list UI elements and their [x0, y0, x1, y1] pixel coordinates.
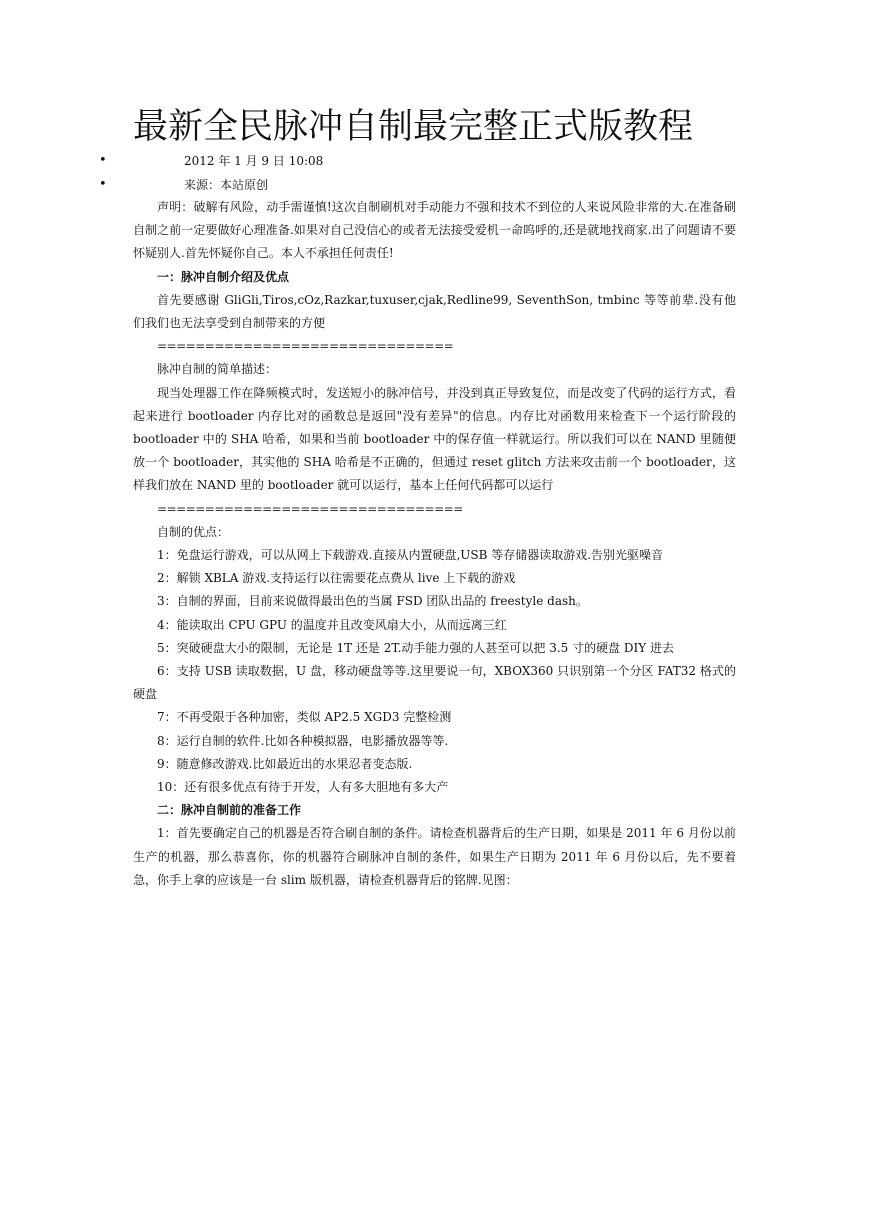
- paragraph: 声明：破解有风险，动手需谨慎!这次自制刷机对手动能力不强和技术不到位的人来说风险非常的大.在准备刷自制之前一定要做好心理准备.如果对自己没信心的或者无法接受爱机一命呜呼的,还是就地找商家.出了问题请不要怀疑别人.首先怀疑你自己。本人不承担任何责任!: [133, 200, 736, 261]
- page-title: 最新全民脉冲自制最完整正式版教程: [133, 107, 694, 147]
- paragraph: 3：自制的界面，目前来说做得最出色的当属 FSD 团队出品的 freestyle dash。: [157, 594, 588, 609]
- paragraph: 9：随意修改游戏.比如最近出的水果忍者变态版.: [157, 756, 413, 771]
- paragraph: 1：免盘运行游戏，可以从网上下载游戏.直接从内置硬盘,USB 等存储器读取游戏.告别光驱噪音: [157, 548, 664, 563]
- separator-line: ================================: [157, 501, 463, 516]
- post-date: 2012 年 1 月 9 日 10:08: [184, 154, 324, 168]
- bullet-icon: •: [99, 177, 107, 192]
- meta-date-row: [0, 151, 869, 171]
- section-heading: 二：脉冲自制前的准备工作: [157, 803, 302, 818]
- paragraph: 8：运行自制的软件.比如各种模拟器，电影播放器等等.: [157, 733, 449, 748]
- paragraph: 现当处理器工作在降频模式时，发送短小的脉冲信号，并没到真正导致复位，而是改变了代码的运行方式，看起来进行 bootloader 内存比对的函数总是返回"没有差异"的信息。内存比对函数用来检查下一个运行阶段的 bootloader 中的 SHA 哈希，如果和当前 bootloader 中的保存值一样就运行。所以我们可以在 NAND 里随便放一个 bootloader，其实他的 SHA 哈希是不正确的，但通过 reset glitch 方法来攻击前一个 bootloader，这样我们放在 NAND 里的 bootloader 就可以运行，基本上任何代码都可以运行: [133, 385, 736, 493]
- bullet-icon: •: [99, 153, 107, 168]
- paragraph: 1：首先要确定自己的机器是否符合刷自制的条件。请检查机器背后的生产日期，如果是 2011 年 6 月份以前生产的机器，那么恭喜你，你的机器符合刷脉冲自制的条件，如果生产日期为 2011 年 6 月份以后，先不要着急，你手上拿的应该是一台 slim 版机器，请检查机器背后的铭牌.见图：: [133, 826, 736, 887]
- meta-source-row: [0, 175, 869, 195]
- paragraph: 7：不再受限于各种加密，类似 AP2.5 XGD3 完整检测: [157, 710, 452, 725]
- article-body: [133, 196, 736, 892]
- separator-line: ===============================: [157, 339, 454, 354]
- paragraph: 5：突破硬盘大小的限制，无论是 1T 还是 2T.动手能力强的人甚至可以把 3.5 寸的硬盘 DIY 进去: [157, 640, 675, 655]
- paragraph: 首先要感谢 GliGli,Tiros,cOz,Razkar,tuxuser,cjak,Redline99, SeventhSon, tmbinc 等等前辈.没有他们我们也无法享受到自制带来的方便: [133, 292, 736, 331]
- paragraph: 自制的优点：: [157, 524, 230, 539]
- paragraph: 脉冲自制的简单描述：: [157, 362, 278, 377]
- section-heading: 一：脉冲自制介绍及优点: [157, 269, 290, 284]
- post-source: 来源：本站原创: [184, 178, 269, 192]
- paragraph: 4：能读取出 CPU GPU 的温度并且改变风扇大小，从而远离三红: [157, 617, 507, 632]
- paragraph: 2：解锁 XBLA 游戏.支持运行以往需要花点费从 live 上下载的游戏: [157, 571, 516, 586]
- paragraph: 6：支持 USB 读取数据，U 盘，移动硬盘等等.这里要说一句，XBOX360 只识别第一个分区 FAT32 格式的硬盘: [133, 664, 736, 702]
- paragraph: 10：还有很多优点有待于开发，人有多大胆地有多大产: [157, 780, 449, 795]
